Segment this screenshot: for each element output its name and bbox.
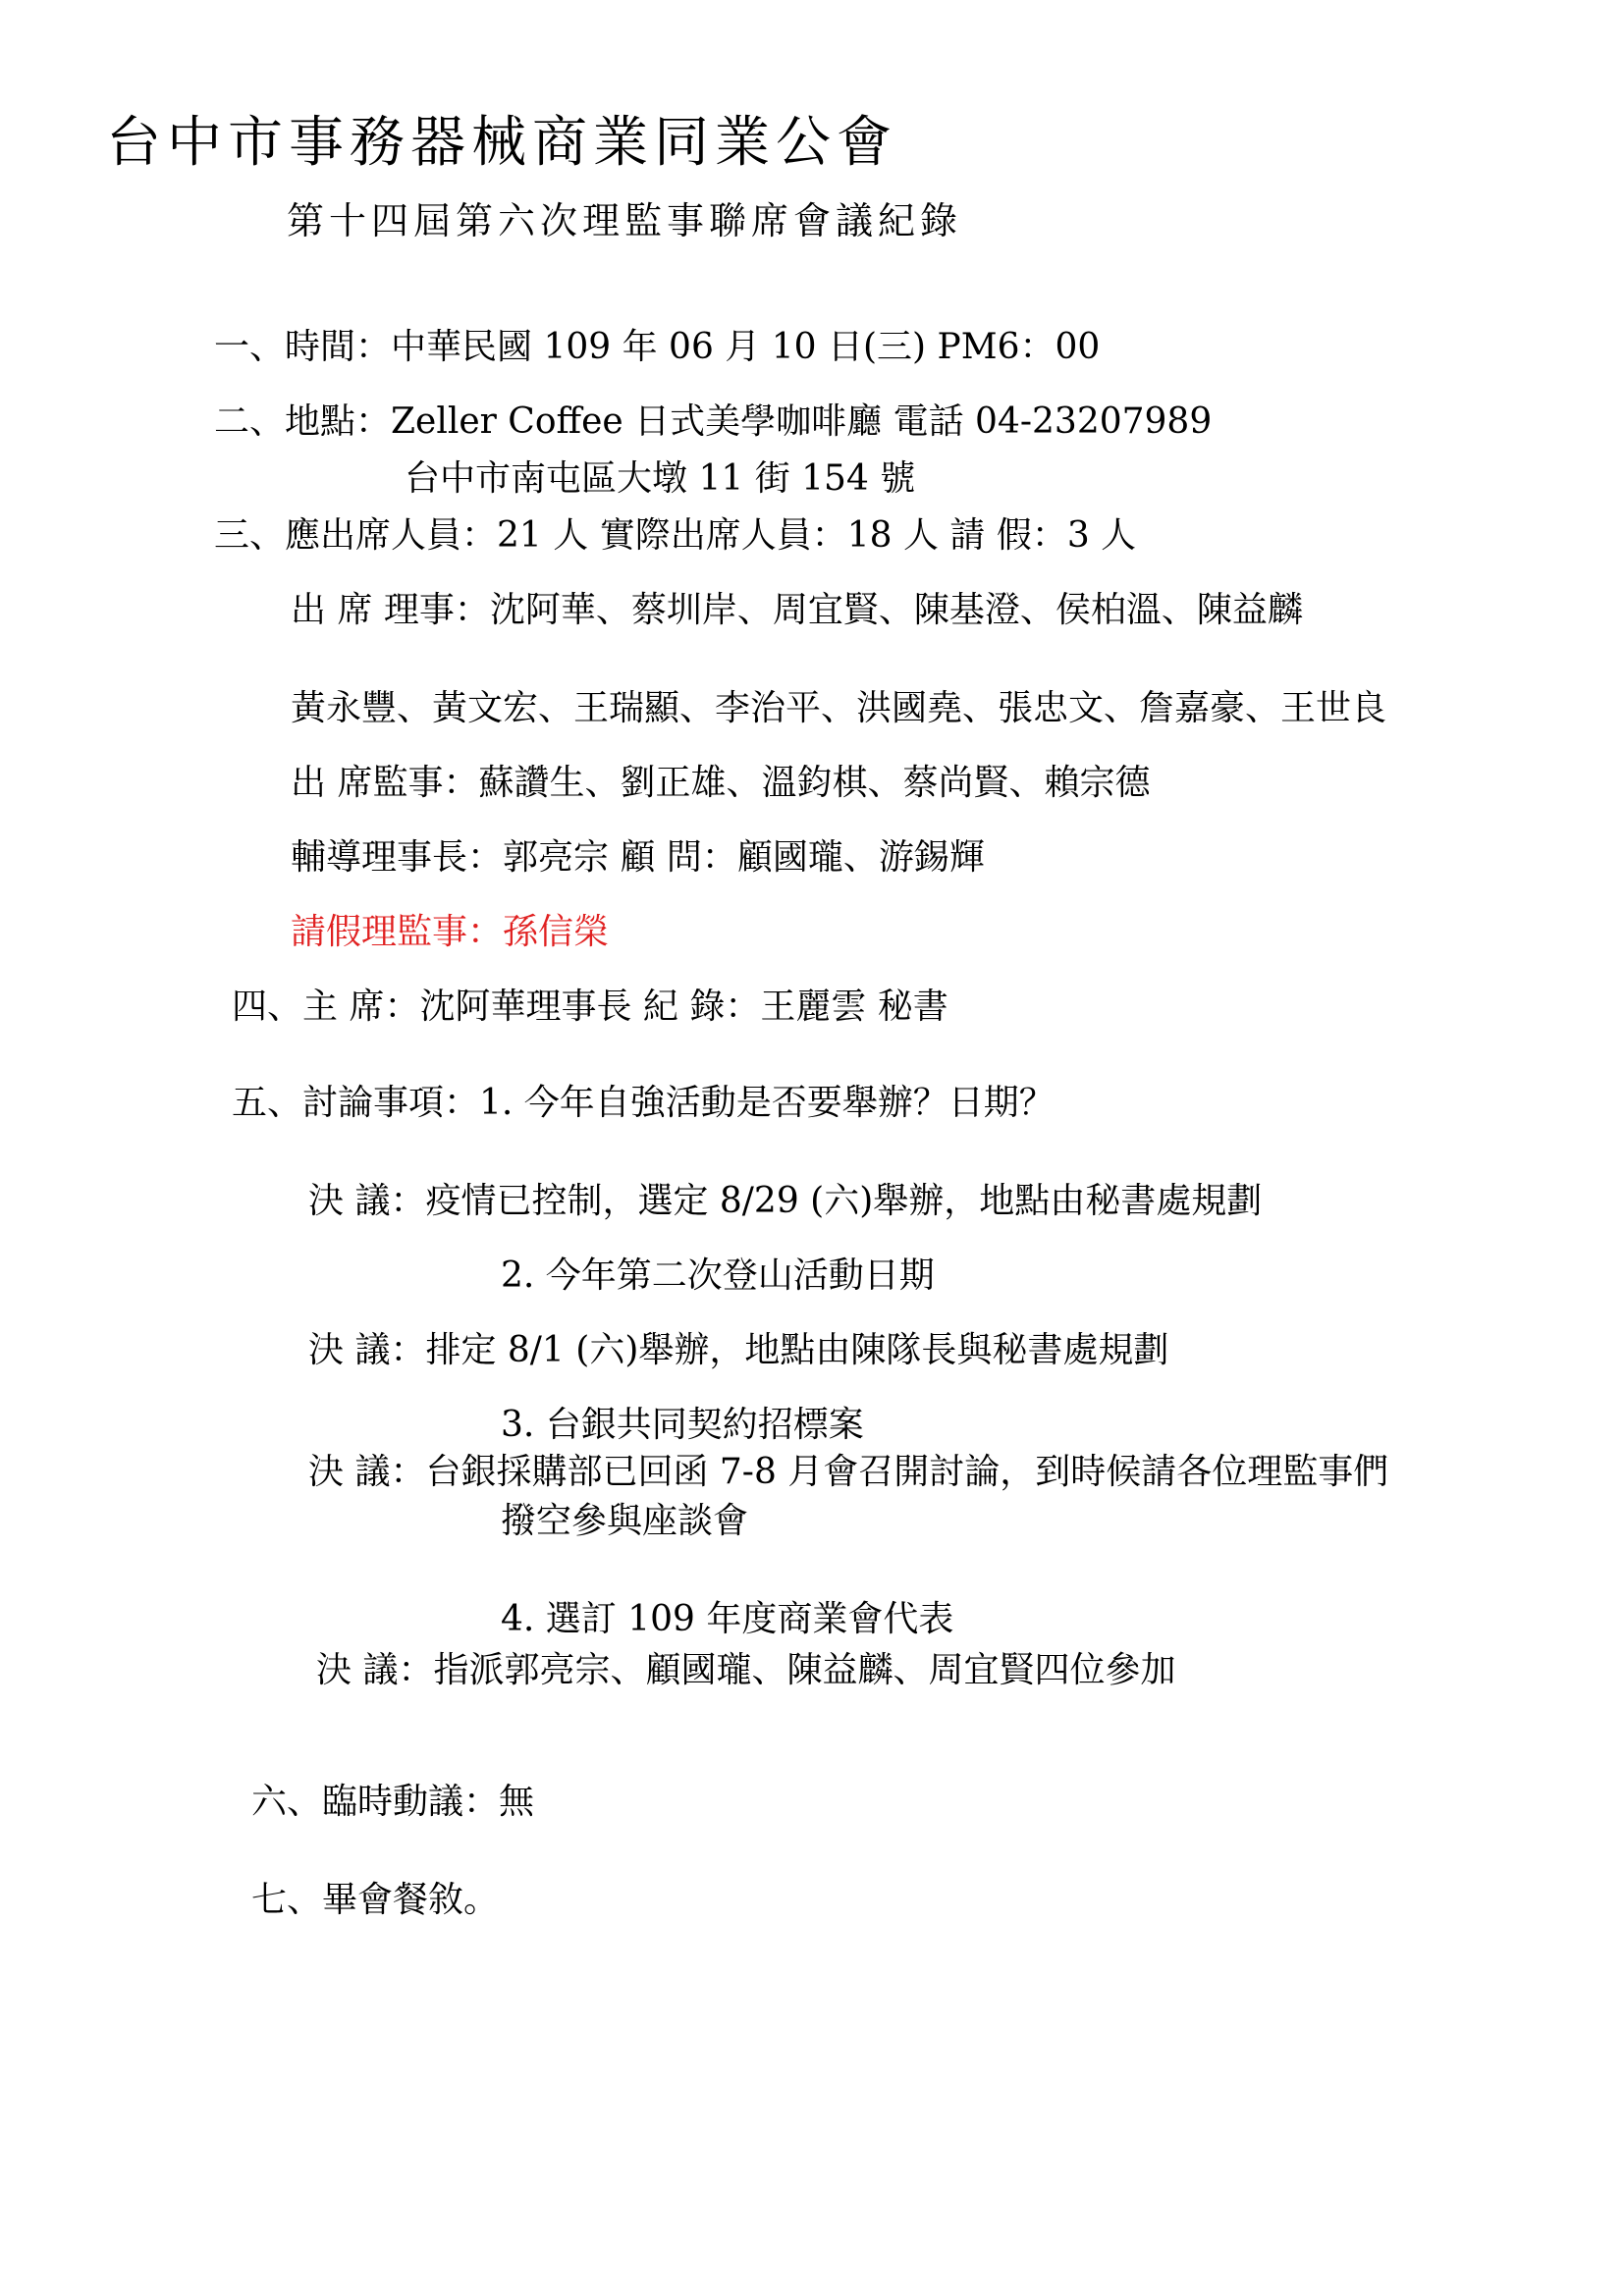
closing-dinner: 七、畢會餐敘。 xyxy=(251,1880,500,1920)
resolution-3-line1: 決 議：台銀採購部已回函 7-8 月會召開討論，到時候請各位理監事們 xyxy=(308,1452,1389,1492)
resolution-2: 決 議：排定 8/1 (六)舉辦，地點由陳隊長與秘書處規劃 xyxy=(308,1330,1169,1370)
resolution-1: 決 議：疫情已控制，選定 8/29 (六)舉辦，地點由秘書處規劃 xyxy=(308,1181,1263,1221)
resolution-3-line2: 撥空參與座談會 xyxy=(501,1501,749,1541)
resolution-4: 決 議：指派郭亮宗、顧國瓏、陳益麟、周宜賢四位參加 xyxy=(316,1650,1176,1690)
discussion-header: 五、討論事項：1. 今年自強活動是否要舉辦？日期？ xyxy=(232,1083,1055,1123)
document-subtitle: 第十四屆第六次理監事聯席會議紀錄 xyxy=(287,199,963,242)
document-title: 台中市事務器械商業同業公會 xyxy=(106,111,897,175)
meeting-location: 二、地點：Zeller Coffee 日式美學咖啡廳 電話 04-23207989 xyxy=(214,401,1213,442)
discussion-item-2: 2. 今年第二次登山活動日期 xyxy=(501,1255,935,1296)
attending-directors-line1: 出 席 理事：沈阿華、蔡圳岸、周宜賢、陳基澄、侯柏溫、陳益麟 xyxy=(291,590,1303,630)
attending-directors-line2: 黃永豐、黃文宏、王瑞顯、李治平、洪國堯、張忠文、詹嘉豪、王世良 xyxy=(291,688,1387,728)
chair-and-recorder: 四、主 席：沈阿華理事長 紀 錄：王麗雲 秘書 xyxy=(232,987,948,1027)
attendance-summary: 三、應出席人員：21 人 實際出席人員：18 人 請 假：3 人 xyxy=(214,515,1137,556)
meeting-time: 一、時間：中華民國 109 年 06 月 10 日(三) PM6：00 xyxy=(214,327,1101,367)
advisors: 輔導理事長：郭亮宗 顧 問：顧國瓏、游錫輝 xyxy=(291,837,985,878)
discussion-item-3: 3. 台銀共同契約招標案 xyxy=(501,1405,864,1445)
meeting-address: 台中市南屯區大墩 11 街 154 號 xyxy=(405,458,916,499)
attending-supervisors: 出 席監事：蘇讚生、劉正雄、溫鈞棋、蔡尚賢、賴宗德 xyxy=(291,763,1151,803)
extempore-motions: 六、臨時動議：無 xyxy=(251,1782,535,1822)
discussion-item-4: 4. 選訂 109 年度商業會代表 xyxy=(501,1599,954,1639)
on-leave-members: 請假理監事：孫信榮 xyxy=(291,912,610,952)
